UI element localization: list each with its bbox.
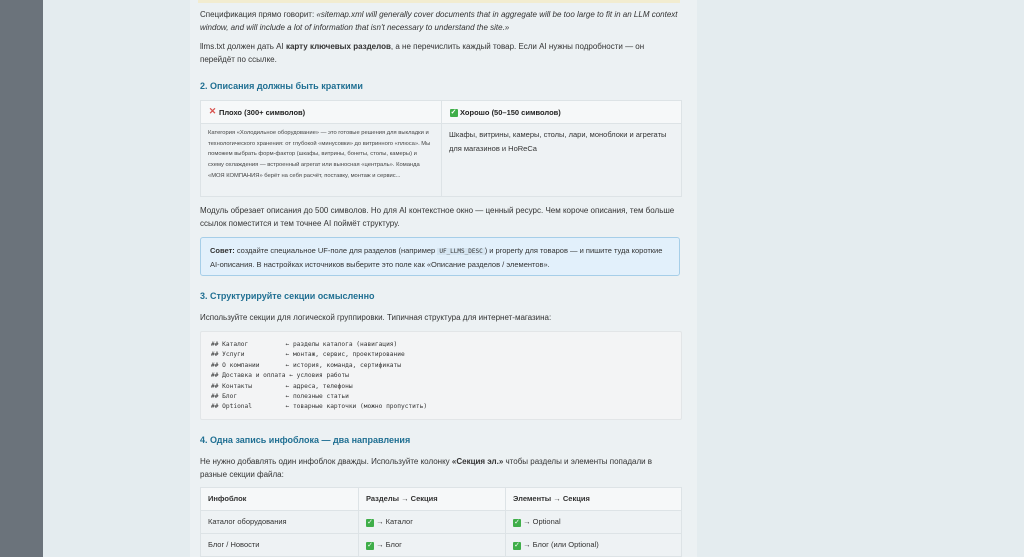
bad-header	[201, 101, 441, 124]
check-mark-icon: ✓	[514, 542, 520, 549]
good-column	[442, 101, 681, 196]
tip-text-b: ) и property для товаров — и пишите туда короткие AI-описания. В настройках источников выберите это поле как «Описание разделов / элементов».	[210, 246, 663, 269]
right-margin	[697, 0, 1024, 557]
code-block	[200, 331, 682, 420]
spec-paragraph	[200, 9, 680, 34]
header-sections: Разделы → Секция	[359, 488, 506, 510]
section-4-intro-b: чтобы разделы и элементы попадали в разные секции файла:	[200, 457, 653, 479]
spec-quote: «sitemap.xml will generally cover documents that in aggregate will be too large to fit in an LLM context window, and will include a lot of information that isn't necessary to understand the site.»	[200, 10, 678, 32]
section-2-heading: 2. Описания должны быть краткими	[200, 81, 363, 91]
table-row	[201, 511, 681, 534]
row-1-elements	[506, 511, 681, 533]
truncate-paragraph: Модуль обрезает описания до 500 символов. Но для AI контекстное окно — ценный ресурс. Чем короче описания, тем больше ссылок поместится и тем точнее AI поймёт структуру.	[200, 206, 675, 228]
tip-code: UF_LLMS_DESC	[439, 248, 483, 255]
llms-paragraph	[200, 41, 680, 66]
row-1-sections-text: → Каталог	[376, 517, 413, 526]
left-margin	[43, 0, 189, 557]
row-2-sections	[359, 534, 506, 556]
row-1-sections	[359, 511, 506, 533]
tip-box	[200, 237, 680, 276]
section-4-intro-a: Не нужно добавлять один инфоблок дважды. Используйте колонку	[200, 457, 452, 466]
check-mark-icon: ✓	[514, 519, 520, 526]
row-2-sections-text: → Блог	[376, 540, 402, 549]
row-2-elements	[506, 534, 681, 556]
bad-column	[201, 101, 442, 196]
check-mark-icon: ✓	[367, 519, 373, 526]
table-header-row	[201, 488, 681, 511]
code-text: ## Каталог ← разделы каталога (навигация) ## Услуги ← монтаж, сервис, проектирование ## О компании ← история, команда, сертификаты ## Доставка и оплата ← условия работы ## Контакты ← адреса, телефоны ## Блог ← полезные статьи ## Optional ← товарные карточки (можно пропустить)	[211, 341, 428, 411]
spec-prefix: Спецификация прямо говорит:	[200, 10, 317, 19]
table-row	[201, 534, 681, 557]
tip-label: Совет:	[210, 246, 235, 255]
row-2-infoblock: Блог / Новости	[201, 534, 359, 556]
comparison-table	[200, 100, 682, 197]
row-1-elements-text: → Optional	[523, 517, 561, 526]
bad-title: Плохо (300+ символов)	[219, 108, 306, 117]
section-3-intro: Используйте секции для логической группировки. Типичная структура для интернет-магазина:	[200, 313, 552, 322]
llms-text-a: llms.txt должен дать AI	[200, 42, 286, 51]
good-header	[442, 101, 681, 124]
header-elements: Элементы → Секция	[513, 494, 590, 503]
cross-mark-icon: ✕	[208, 106, 217, 116]
good-example-text: Шкафы, витрины, камеры, столы, лари, моноблоки и агрегаты для магазинов и HoReCa	[449, 130, 667, 153]
section-4-intro	[200, 456, 680, 481]
header-infoblock: Инфоблок	[201, 488, 359, 510]
row-2-elements-text: → Блог (или Optional)	[523, 540, 599, 549]
row-1-infoblock: Каталог оборудования	[201, 511, 359, 533]
llms-text-b: , а не перечислить каждый товар. Если AI нужны подробности — он перейдёт по ссылке.	[200, 42, 645, 64]
check-mark-icon: ✓	[367, 542, 373, 549]
top-callout-border	[198, 0, 680, 3]
section-3-heading: 3. Структурируйте секции осмысленно	[200, 291, 375, 301]
good-title: Хорошо (50–150 символов)	[460, 108, 561, 117]
bad-example-text: Категория «Холодильное оборудование» — это готовые решения для выкладки и технологического хранения: от глубокой «минусовки» до витринного «плюса». Мы поможем выбрать форм-фактор (шкафы, витрины, бонеты, столы, камеры) и схему охлаждения — встроенный агрегат или выносная «централь». Команда «МОЯ КОМПАНИЯ» берёт на себя расчёт, поставку, монтаж и сервис...	[208, 130, 431, 179]
tip-text	[210, 244, 672, 271]
infoblock-table	[200, 487, 682, 557]
section-4-intro-bold: «Секция эл.»	[451, 457, 504, 466]
check-mark-icon: ✓	[450, 109, 457, 116]
llms-bold: карту ключевых разделов	[285, 42, 391, 51]
article-content	[190, 0, 697, 557]
tip-text-a: создайте специальное UF-поле для разделов (например	[234, 246, 438, 255]
left-scrollbar-strip	[0, 0, 43, 557]
section-4-heading: 4. Одна запись инфоблока — два направления	[200, 435, 411, 445]
